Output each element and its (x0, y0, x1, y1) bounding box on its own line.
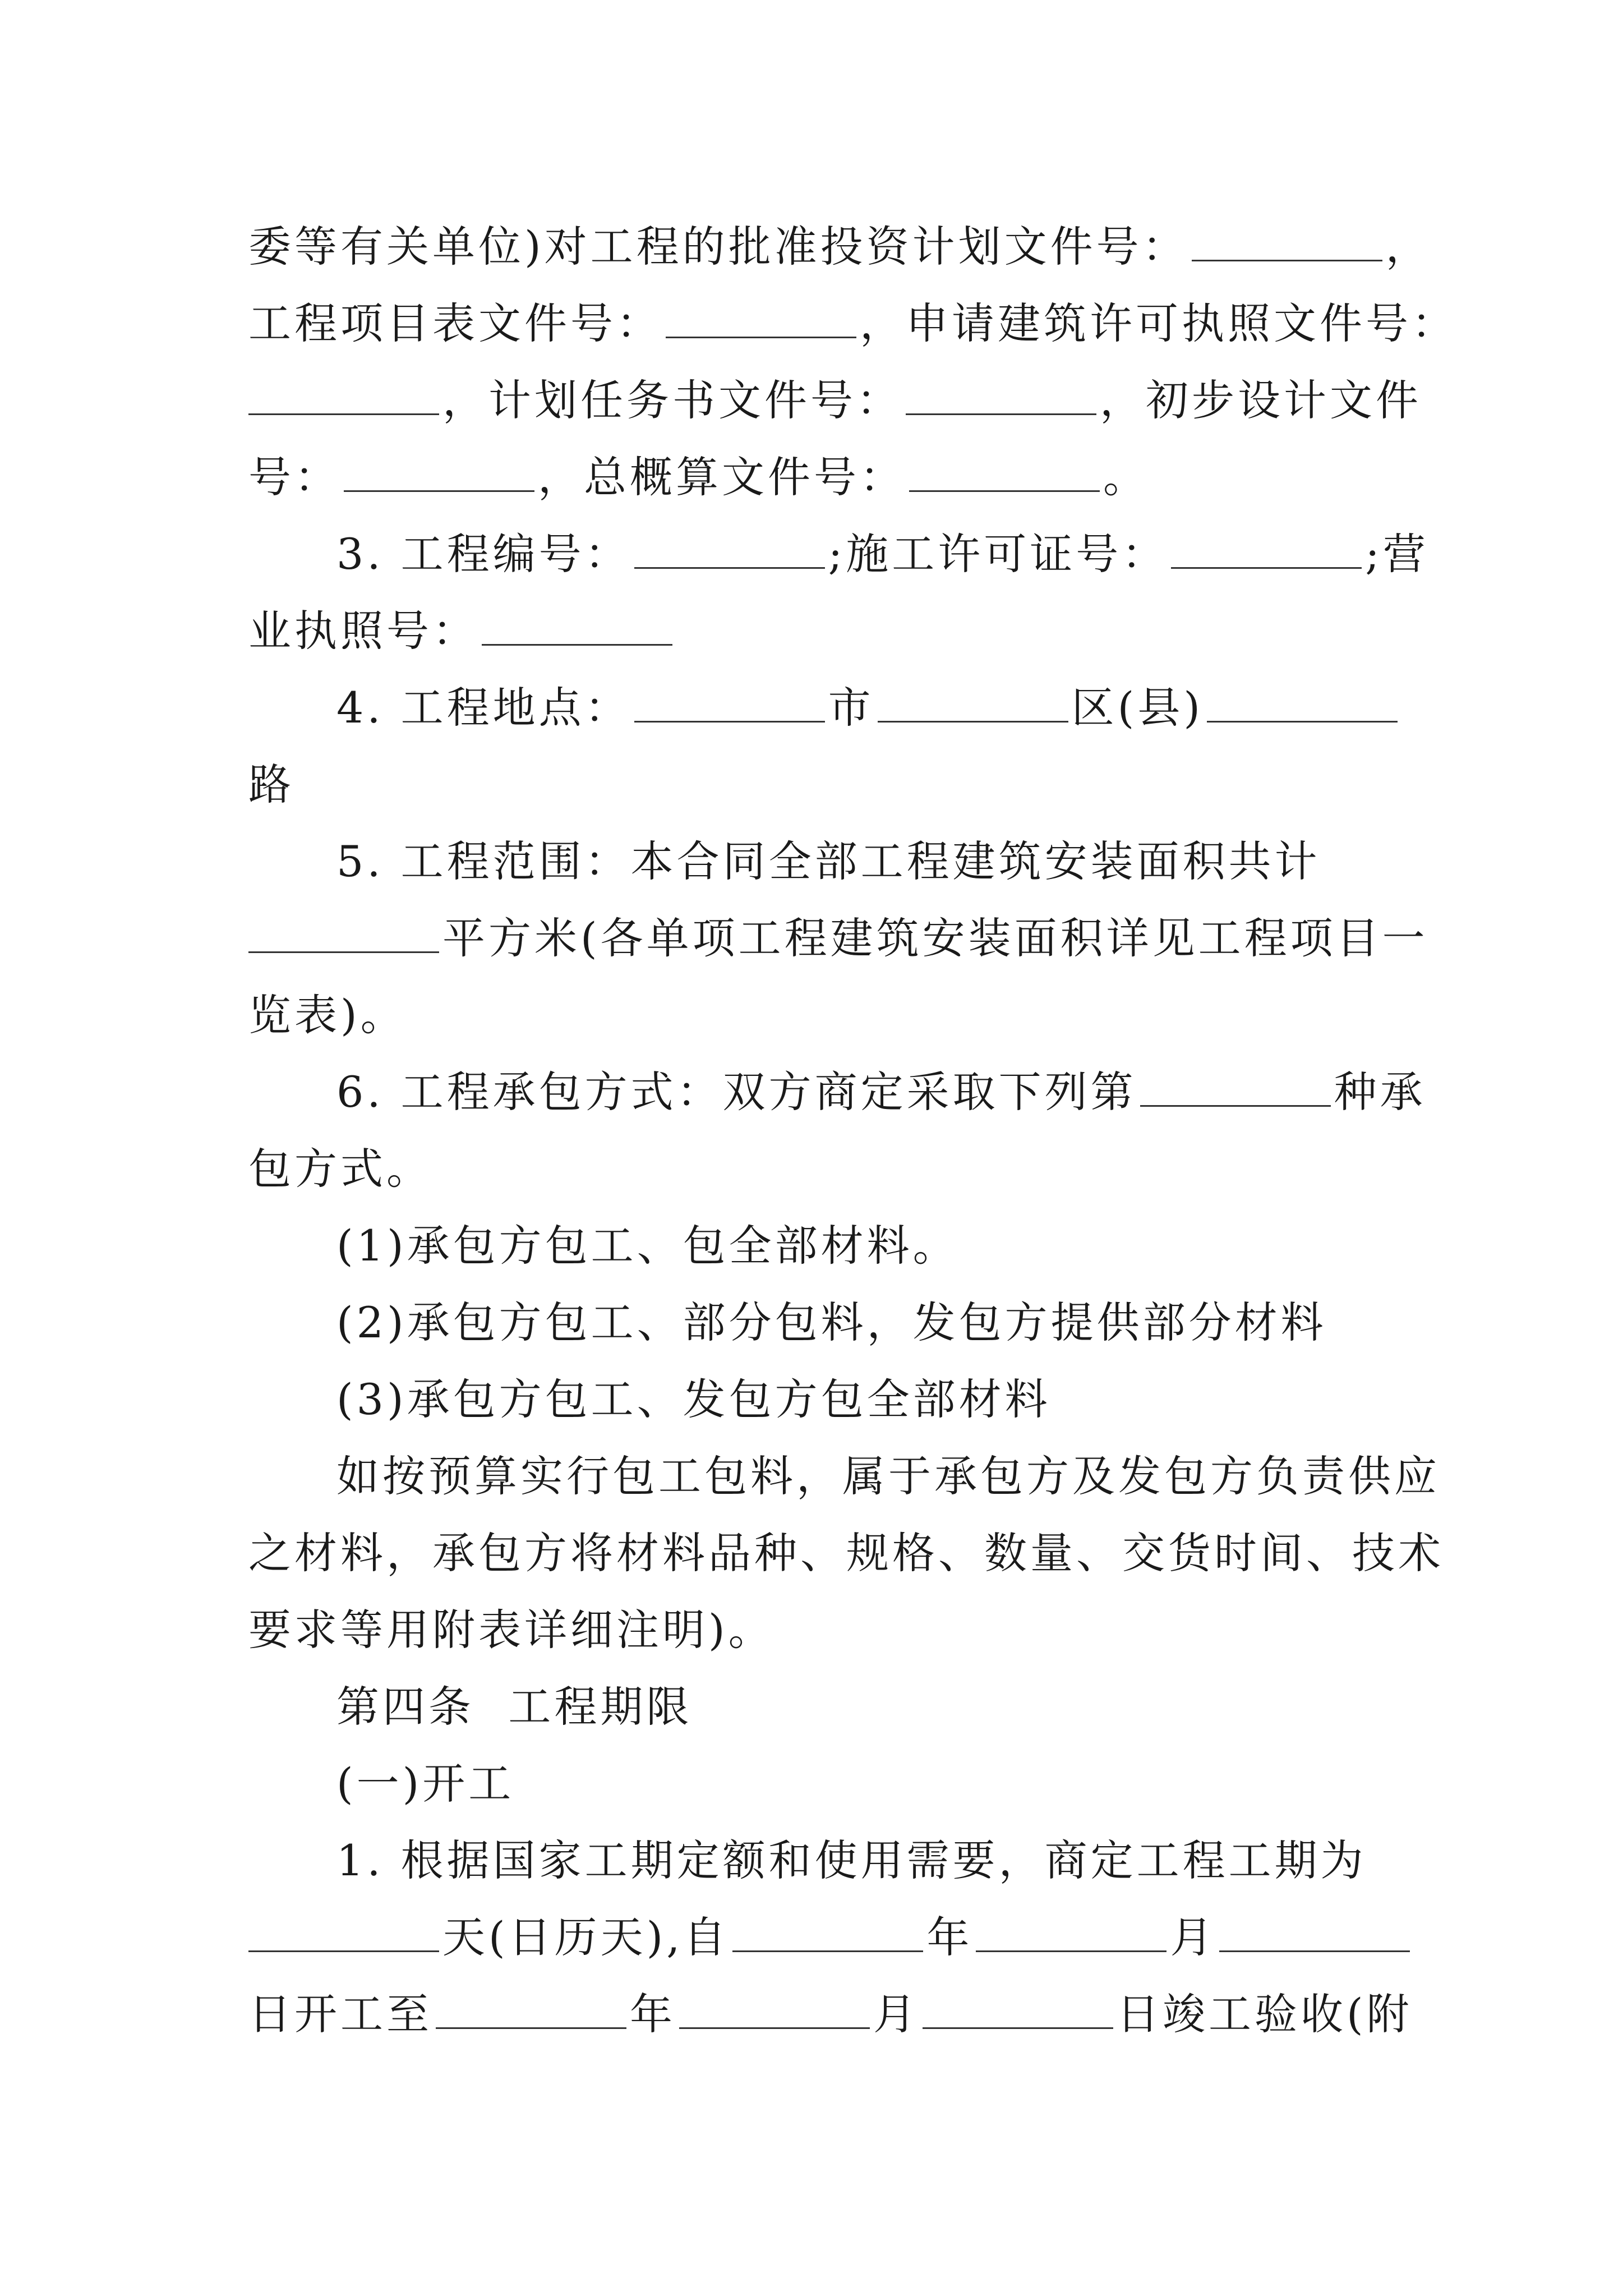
text-line (248, 367, 1422, 434)
text-line (336, 1443, 1440, 1510)
text: 月 (873, 1989, 919, 2039)
text-line (248, 751, 294, 818)
text: (一)开工 (336, 1759, 515, 1809)
text: (2)承包方包工、部分包料，发包方提供部分材料 (336, 1297, 1327, 1347)
fill-blank (1207, 682, 1398, 723)
fill-blank (248, 1911, 439, 1952)
text: ，总概算文件号： (538, 452, 906, 502)
text-line (248, 1904, 1413, 1971)
fill-blank (1219, 1911, 1410, 1952)
text: 市 (828, 683, 874, 733)
text: 业执照号： (248, 606, 478, 656)
text: 工程项目表文件号： (248, 298, 662, 348)
text: 日开工至 (248, 1989, 432, 2039)
text-line (248, 1520, 1444, 1587)
text-line (336, 521, 1429, 588)
text: 5. 工程范围：本合同全部工程建筑安装面积共计 (336, 836, 1321, 886)
text: 平方米(各单项工程建筑安装面积详见工程项目一 (442, 913, 1428, 963)
text-line (248, 1981, 1413, 2048)
section-heading (336, 1673, 692, 1741)
text-line (336, 1289, 1327, 1356)
fill-blank (634, 682, 825, 723)
text-line (248, 905, 1428, 972)
text: 6. 工程承包方式：双方商定采取下列第 (336, 1067, 1137, 1117)
text: 年 (926, 1912, 973, 1962)
text-line (336, 828, 1321, 895)
text-line (248, 444, 1149, 511)
text-line (248, 213, 1432, 280)
fill-blank (344, 451, 534, 492)
text: 包方式。 (248, 1144, 432, 1194)
text: 号： (248, 452, 340, 502)
text: ;营 (1365, 529, 1429, 579)
fill-blank (248, 912, 439, 953)
text: 4. 工程地点： (336, 683, 631, 733)
text: 1. 根据国家工期定额和使用需要，商定工程工期为 (336, 1835, 1367, 1885)
fill-blank (634, 528, 825, 569)
fill-blank (976, 1911, 1166, 1952)
text-line (248, 290, 1458, 357)
fill-blank (248, 374, 439, 415)
text-line (248, 1596, 774, 1664)
text: 年 (630, 1989, 676, 2039)
text: 委等有关单位)对工程的批准投资计划文件号： (248, 222, 1188, 272)
text-line (336, 1059, 1426, 1126)
fill-blank (923, 1988, 1113, 2029)
fill-blank (482, 605, 672, 646)
text: 要求等用附表详细注明)。 (248, 1605, 774, 1655)
text: 览表)。 (248, 990, 407, 1040)
text-line (248, 597, 676, 665)
text: 天(日历天),自 (442, 1912, 730, 1962)
text: ，申请建筑许可执照文件号： (860, 298, 1458, 348)
text-line (248, 1135, 432, 1203)
text: 种承 (1334, 1067, 1426, 1117)
text: ，计划任务书文件号： (442, 375, 902, 425)
fill-blank (878, 682, 1068, 723)
text-line (336, 1212, 959, 1280)
text: 日竣工验收(附 (1117, 1989, 1413, 2039)
fill-blank (732, 1911, 923, 1952)
text: ;施工许可证号： (828, 529, 1168, 579)
text: 如按预算实行包工包料，属于承包方及发包方负责供应 (336, 1451, 1440, 1501)
text-line (248, 982, 407, 1049)
text-line (336, 1366, 1051, 1433)
text-line (336, 674, 1401, 742)
text: 区(县) (1071, 683, 1204, 733)
article-title: 第四条 工程期限 (336, 1682, 693, 1732)
text: ，初步设计文件 (1100, 375, 1422, 425)
text: 月 (1170, 1912, 1216, 1962)
text: ， (1385, 222, 1432, 272)
text: 3. 工程编号： (336, 529, 631, 579)
text: (3)承包方包工、发包方包全部材料 (336, 1374, 1051, 1424)
text: 路 (248, 760, 294, 809)
text-line (336, 1827, 1367, 1894)
text: 。 (1103, 452, 1149, 502)
text: (1)承包方包工、包全部材料。 (336, 1221, 959, 1271)
fill-blank (1192, 220, 1382, 261)
fill-blank (909, 451, 1100, 492)
fill-blank (666, 297, 856, 338)
fill-blank (1171, 528, 1362, 569)
fill-blank (1140, 1066, 1331, 1107)
subsection-heading (336, 1750, 514, 1818)
text: 之材料，承包方将材料品种、规格、数量、交货时间、技术 (248, 1528, 1444, 1578)
fill-blank (906, 374, 1096, 415)
fill-blank (679, 1988, 870, 2029)
fill-blank (436, 1988, 626, 2029)
